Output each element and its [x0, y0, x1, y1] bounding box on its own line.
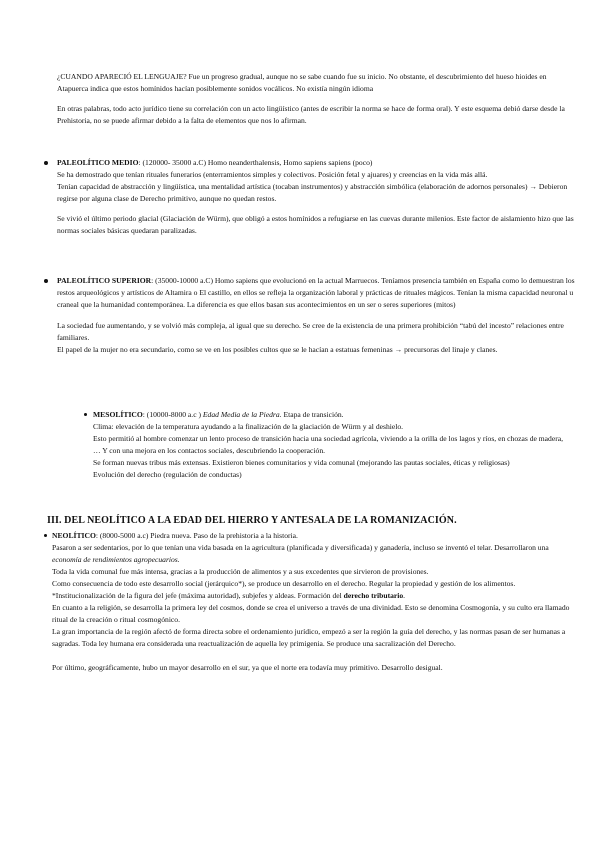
neolitico-chief [52, 590, 574, 602]
neolitico-sedentary-text: Pasaron a ser sedentarios, por lo que tenían una vida basada en la agricultura (planificada y diversificada) y ganadería, incluso se inventó el telar. Desarrollaron una [52, 543, 549, 552]
section-three [47, 514, 577, 527]
neolitico-sedentary [52, 542, 574, 566]
bullet-icon [44, 279, 48, 283]
paleolitico-medio-abstraction: Tenían capacidad de abstracción y lingüística, una mentalidad artística (tocaban instrumentos) y abstracción simbólica (elaboración de adornos personales) → Debieron regirse por alguna clase de Derecho primitivo, aunque no quedan restos. [57, 182, 568, 203]
neolitico-dates: : (8000-5000 a.c) Piedra nueva. Paso de la prehistoria a la historia. [95, 531, 298, 540]
neolitico-sacralization: La gran importancia de la región afectó de forma directa sobre el ordenamiento jurídico, empezó a ser la región la guía del derecho, y las normas pasan de ser humanas a sagradas. Toda ley humana era considerada una reactualización de aquella ley primigenia. Se produce una sacralización del Derecho. [52, 627, 566, 648]
paleolitico-medio-title: PALEOLÍTICO MEDIO [57, 158, 139, 167]
bullet-item [52, 530, 574, 542]
intro-section [57, 71, 577, 127]
neolitico-law-development: Como consecuencia de todo este desarrollo social (jerárquico*), se produce un desarrollo en el derecho. Regular la propiedad y gestión de los alimentos. [52, 579, 516, 588]
paleolitico-superior-section [57, 275, 577, 356]
bullet-item [57, 157, 577, 169]
mesolitico-heading [93, 409, 571, 421]
neolitico-economy-term: economía de rendimientos agropecuarios. [52, 555, 180, 564]
intro-paragraph-law: En otras palabras, todo acto jurídico tiene su correlación con un acto lingüístico (antes de escribir la norma se hace de forma oral). Y este esquema debió darse desde la Prehistoria, no se puede afirmar debido a la falta de elementos que nos lo afirman. [57, 104, 565, 125]
neolitico-tax-law-term: derecho tributario [343, 591, 404, 600]
neolitico-title: NEOLÍTICO [52, 531, 96, 540]
bullet-item [57, 275, 577, 311]
bullet-icon [84, 413, 87, 416]
mesolitico-tribes: Se forman nuevas tribus más extensas. Existieron bienes comunitarios y vida comunal (mejorando las pautas sociales, éticas y religiosas) [93, 458, 510, 467]
neolitico-geography: Por último, geográficamente, hubo un mayor desarrollo en el sur, ya que el norte era todavía muy primitivo. Desarrollo desigual. [52, 663, 443, 672]
mesolitico-climate: Clima: elevación de la temperatura ayudando a la finalización de la glaciación de Würm y al deshielo. [93, 422, 404, 431]
paleolitico-superior-society: La sociedad fue aumentando, y se volvió más compleja, al igual que su derecho. Se cree de la existencia de una primera prohibición “tabú del incesto” relaciones entre familiares. [57, 321, 564, 342]
intro-paragraph-language: ¿CUANDO APARECIÓ EL LENGUAJE? Fue un progreso gradual, aunque no se sabe cuando fue su inicio. No obstante, el descubrimiento del hueso hioides en Atapuerca indica que estos homínidos hacían posiblemente sonidos vocálicos. No existía ningún idioma [57, 72, 547, 93]
neolitico-religion: En cuanto a la religión, se desarrolla la primera ley del cosmos, donde se crea el universo a través de una divinidad. Esto se denomina Cosmogonía, y su culto era llamado ritual de la creación o ritual cosmogónico. [52, 603, 570, 624]
mesolitico-transition: Etapa de transición. [281, 410, 344, 419]
paleolitico-superior-heading [57, 275, 577, 311]
paleolitico-medio-dates: : (120000- 35000 a.C) Homo neanderthalensis, Homo sapiens sapiens (poco) [138, 158, 373, 167]
neolitico-chief-period: . [403, 591, 406, 600]
bullet-icon [44, 161, 48, 165]
paleolitico-medio-glaciation: Se vivió el último periodo glacial (Glaciación de Würm), que obligó a estos homínidos a refugiarse en las cuevas durante milenios. Este factor de aislamiento hizo que las normas sociales básicas quedaran paralizadas. [57, 214, 574, 235]
paleolitico-medio-section [57, 157, 577, 237]
neolitico-communal-life: Toda la vida comunal fue más intensa, gracias a la producción de alimentos y a sus excedentes que sirvieron de provisiones. [52, 567, 429, 576]
mesolitico-law-evolution: Evolución del derecho (regulación de conductas) [93, 470, 242, 479]
mesolitico-transition-detail: Esto permitió al hombre comenzar un lento proceso de transición hacia una sociedad agrícola, viviendo a la orilla de los lagos y ríos, en chozas de madera, … Y con una mejora en los contactos sociales, descubriendo la cooperación. [93, 434, 564, 455]
mesolitico-section [93, 409, 571, 481]
paleolitico-medio-heading [57, 157, 577, 169]
neolitico-chief-text: *Institucionalización de la figura del jefe (máxima autoridad), subjefes y aldeas. Formación del [52, 591, 344, 600]
mesolitico-era-name: Edad Media de la Piedra. [202, 410, 282, 419]
paleolitico-superior-women: El papel de la mujer no era secundario, como se ve en los posibles cultos que se le hacían a estatuas femeninas → precursoras del linaje y clanes. [57, 345, 498, 354]
mesolitico-dates: : (10000-8000 a.c ) [142, 410, 203, 419]
neolitico-section [52, 530, 574, 674]
paleolitico-superior-title: PALEOLÍTICO SUPERIOR [57, 276, 152, 285]
neolitico-heading [52, 530, 574, 542]
paleolitico-medio-rituals: Se ha demostrado que tenían rituales funerarios (enterramientos simples y colectivos. Posición fetal y ajuares) y creencias en la vida más allá. [57, 170, 488, 179]
bullet-icon [44, 534, 47, 537]
mesolitico-title: MESOLÍTICO [93, 410, 143, 419]
bullet-item [93, 409, 571, 421]
section-three-heading: III. DEL NEOLÍTICO A LA EDAD DEL HIERRO Y ANTESALA DE LA ROMANIZACIÓN. [47, 515, 457, 526]
paleolitico-superior-text: : (35000-10000 a.C) Homo sapiens que evolucionó en la actual Marruecos. Teníamos presencia también en España como lo demuestran los restos arqueológicos y artísticos de Altamira o El castillo, en ellos se refleja la organización laboral y prácticas de rituales mágicos. Tenían la misma capacidad neuronal u craneal que la humanidad contemporánea. La diferencia es que ellos basan sus acontecimientos en un ser o seres superiores (mitos) [57, 276, 575, 309]
